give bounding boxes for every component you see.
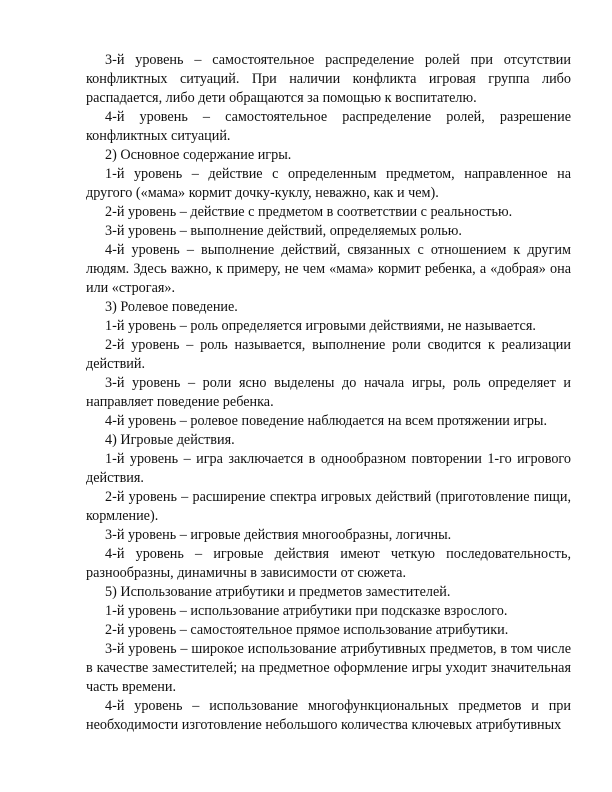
paragraph-actions-level-4: 4-й уровень – игровые действия имеют четкую последовательность, разнообразны, динамичны в зависимости от сюжета. xyxy=(86,546,571,581)
paragraph-attributes-level-1: 1-й уровень – использование атрибутики при подсказке взрослого. xyxy=(105,603,508,619)
paragraph-role-level-3: 3-й уровень – самостоятельное распределение ролей при отсутствии конфликтных ситуаций. При наличии конфликта игровая группа либо распадается, либо дети обращаются за помощью к воспитателю. xyxy=(86,52,571,106)
paragraph-attributes-level-4: 4-й уровень – использование многофункциональных предметов и при необходимости изготовление небольшого количества ключевых атрибутивных xyxy=(86,698,571,733)
paragraph-actions-level-1: 1-й уровень – игра заключается в однообразном повторении 1-го игрового действия. xyxy=(86,451,571,486)
paragraph-attributes-level-2: 2-й уровень – самостоятельное прямое использование атрибутики. xyxy=(105,622,509,638)
paragraph-content-level-4: 4-й уровень – выполнение действий, связанных с отношением к другим людям. Здесь важно, к примеру, не чем «мама» кормит ребенка, а «добрая» она или «строгая». xyxy=(86,242,571,296)
section-heading-game-actions: 4) Игровые действия. xyxy=(105,432,235,448)
paragraph-behavior-level-2: 2-й уровень – роль называется, выполнение роли сводится к реализации действий. xyxy=(86,337,571,372)
section-heading-game-content: 2) Основное содержание игры. xyxy=(105,147,292,163)
paragraph-content-level-3: 3-й уровень – выполнение действий, определяемых ролью. xyxy=(105,223,462,239)
paragraph-actions-level-3: 3-й уровень – игровые действия многообразны, логичны. xyxy=(105,527,452,543)
section-heading-role-behavior: 3) Ролевое поведение. xyxy=(105,299,238,315)
paragraph-content-level-1: 1-й уровень – действие с определенным предметом, направленное на другого («мама» кормит дочку-куклу, неважно, как и чем). xyxy=(86,166,571,201)
document-body xyxy=(86,51,571,735)
paragraph-behavior-level-1: 1-й уровень – роль определяется игровыми действиями, не называется. xyxy=(105,318,536,334)
paragraph-content-level-2: 2-й уровень – действие с предметом в соответствии с реальностью. xyxy=(105,204,513,220)
paragraph-behavior-level-4: 4-й уровень – ролевое поведение наблюдается на всем протяжении игры. xyxy=(105,413,548,429)
paragraph-role-level-4: 4-й уровень – самостоятельное распределение ролей, разрешение конфликтных ситуаций. xyxy=(86,109,571,144)
paragraph-attributes-level-3: 3-й уровень – широкое использование атрибутивных предметов, в том числе в качестве заместителей; на предметное оформление игры уходит значительная часть времени. xyxy=(86,641,571,695)
section-heading-attributes: 5) Использование атрибутики и предметов заместителей. xyxy=(105,584,451,600)
paragraph-behavior-level-3: 3-й уровень – роли ясно выделены до начала игры, роль определяет и направляет поведение ребенка. xyxy=(86,375,571,410)
paragraph-actions-level-2: 2-й уровень – расширение спектра игровых действий (приготовление пищи, кормление). xyxy=(86,489,571,524)
